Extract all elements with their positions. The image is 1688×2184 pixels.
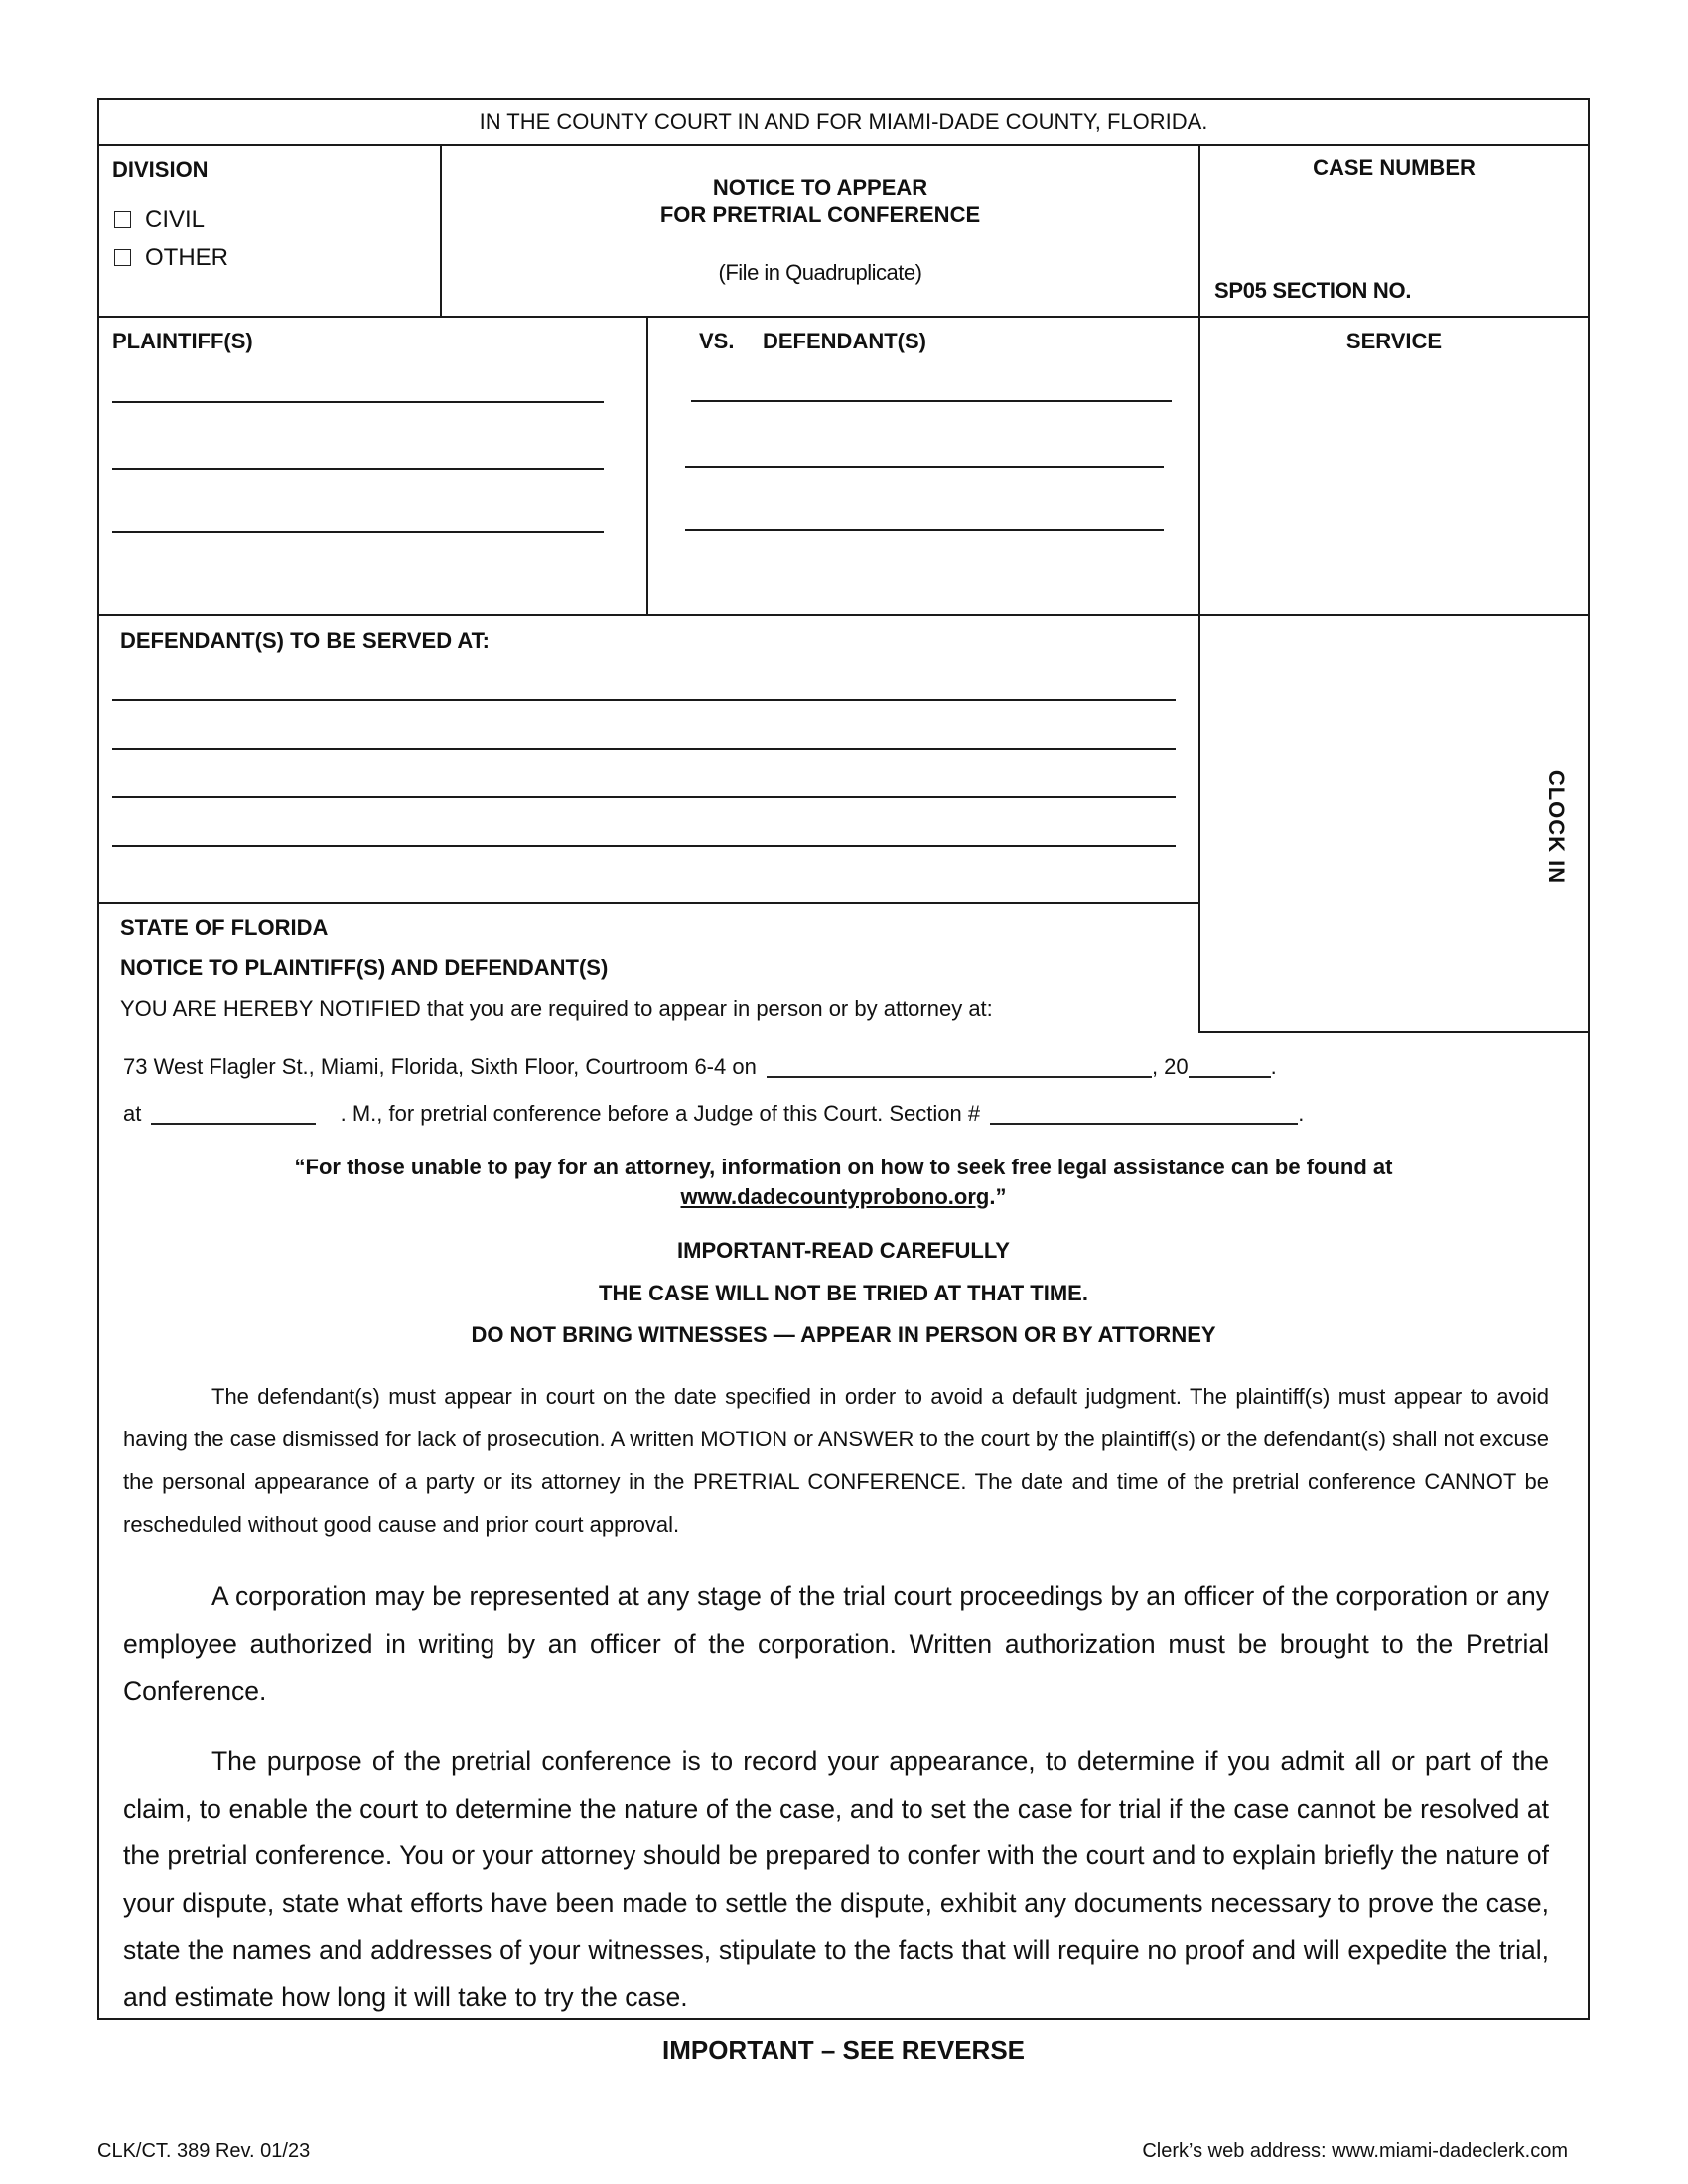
served-at-label: DEFENDANT(S) TO BE SERVED AT: (120, 628, 490, 653)
period: . (1270, 1054, 1277, 1079)
section-blank[interactable] (990, 1101, 1298, 1125)
address-text: 73 West Flagler St., Miami, Florida, Sixth Floor, Courtroom 6-4 on (123, 1054, 757, 1079)
other-option[interactable] (114, 244, 228, 272)
plaintiff-line-3[interactable] (112, 531, 604, 533)
legal-aid-notice (99, 1153, 1588, 1212)
case-number-label: CASE NUMBER (1313, 155, 1476, 180)
end-period: . (1298, 1101, 1305, 1126)
appear-time-line (123, 1101, 1304, 1127)
other-label: OTHER (145, 244, 228, 271)
civil-label: CIVIL (145, 206, 206, 233)
clock-in-label: CLOCK IN (1544, 769, 1569, 885)
court-header: IN THE COUNTY COURT IN AND FOR MIAMI-DADE COUNTY, FLORIDA. (479, 109, 1208, 134)
form-title-line2: FOR PRETRIAL CONFERENCE (659, 203, 981, 227)
section-number-label: SP05 SECTION NO. (1214, 278, 1412, 303)
warning-3: DO NOT BRING WITNESSES — APPEAR IN PERSON OR BY ATTORNEY (471, 1322, 1216, 1347)
paragraph-corporation: A corporation may be represented at any stage of the trial court proceedings by an officer of the corporation or any employee authorized in writing by an officer of the corporation. Written authorization must be brought to the Pretrial Conference. (123, 1581, 1549, 1706)
plaintiff-line-2[interactable] (112, 468, 604, 470)
service-label: SERVICE (1345, 329, 1443, 353)
clerk-web-address: Clerk’s web address: www.miami-dadeclerk.com (1142, 2140, 1568, 2162)
civil-checkbox[interactable] (114, 211, 131, 228)
form-title-line1: NOTICE TO APPEAR (712, 175, 928, 200)
form-title-note: (File in Quadruplicate) (718, 260, 922, 285)
defendant-line-2[interactable] (685, 466, 1164, 468)
date-blank[interactable] (767, 1054, 1152, 1078)
defendant-label: DEFENDANT(S) (763, 329, 926, 353)
legal-aid-link[interactable]: www.dadecountyprobono.org (680, 1184, 990, 1209)
served-at-line-4[interactable] (112, 845, 1176, 847)
year-prefix: , 20 (1151, 1054, 1189, 1079)
time-suffix: . M., for pretrial conference before a Judge of this Court. Section # (340, 1101, 981, 1126)
time-blank[interactable] (151, 1101, 316, 1125)
see-reverse-notice: IMPORTANT – SEE REVERSE (661, 2035, 1026, 2065)
defendant-line-3[interactable] (685, 529, 1164, 531)
notice-intro: YOU ARE HEREBY NOTIFIED that you are required to appear in person or by attorney at: (120, 996, 993, 1021)
warning-1: IMPORTANT-READ CAREFULLY (677, 1238, 1010, 1263)
plaintiff-line-1[interactable] (112, 401, 604, 403)
paragraph-purpose: The purpose of the pretrial conference is to record your appearance, to determine if you admit all or part of the claim, to enable the court to determine the nature of the case, and to set the case for trial if the case cannot be resolved at the pretrial conference. You or your attorney should be prepared to confer with the court and to explain briefly the nature of your dispute, state what efforts have been made to settle the dispute, exhibit any documents necessary to prove the case, state the names and addresses of your witnesses, stipulate to the facts that will require no proof and will expedite the trial, and estimate how long it will take to try the case. (123, 1746, 1549, 2012)
legal-aid-closing: .” (989, 1184, 1007, 1209)
plaintiff-label: PLAINTIFF(S) (112, 329, 253, 353)
served-at-line-2[interactable] (112, 748, 1176, 750)
paragraph-appearance: The defendant(s) must appear in court on the date specified in order to avoid a default judgment. The plaintiff(s) must appear to avoid having the case dismissed for lack of prosecution. A written MOTION or ANSWER to the court by the plaintiff(s) or the defendant(s) shall not excuse the personal appearance of a party or its attorney in the PRETRIAL CONFERENCE. The date and time of the pretrial conference CANNOT be rescheduled without good cause and prior court approval. (123, 1384, 1549, 1537)
legal-aid-text: “For those unable to pay for an attorney, information on how to seek free legal assistance can be found at (294, 1155, 1393, 1179)
served-at-line-3[interactable] (112, 796, 1176, 798)
civil-option[interactable] (114, 206, 205, 234)
at-label: at (123, 1101, 142, 1126)
other-checkbox[interactable] (114, 249, 131, 266)
vs-label: VS. (699, 329, 735, 353)
notice-to-label: NOTICE TO PLAINTIFF(S) AND DEFENDANT(S) (120, 955, 609, 980)
form-id: CLK/CT. 389 Rev. 01/23 (97, 2140, 311, 2162)
served-at-line-1[interactable] (112, 699, 1176, 701)
division-label: DIVISION (112, 157, 209, 182)
appear-date-line (123, 1054, 1277, 1080)
year-blank[interactable] (1189, 1054, 1271, 1078)
state-label: STATE OF FLORIDA (120, 915, 329, 940)
warning-2: THE CASE WILL NOT BE TRIED AT THAT TIME. (599, 1281, 1088, 1305)
defendant-line-1[interactable] (691, 400, 1172, 402)
